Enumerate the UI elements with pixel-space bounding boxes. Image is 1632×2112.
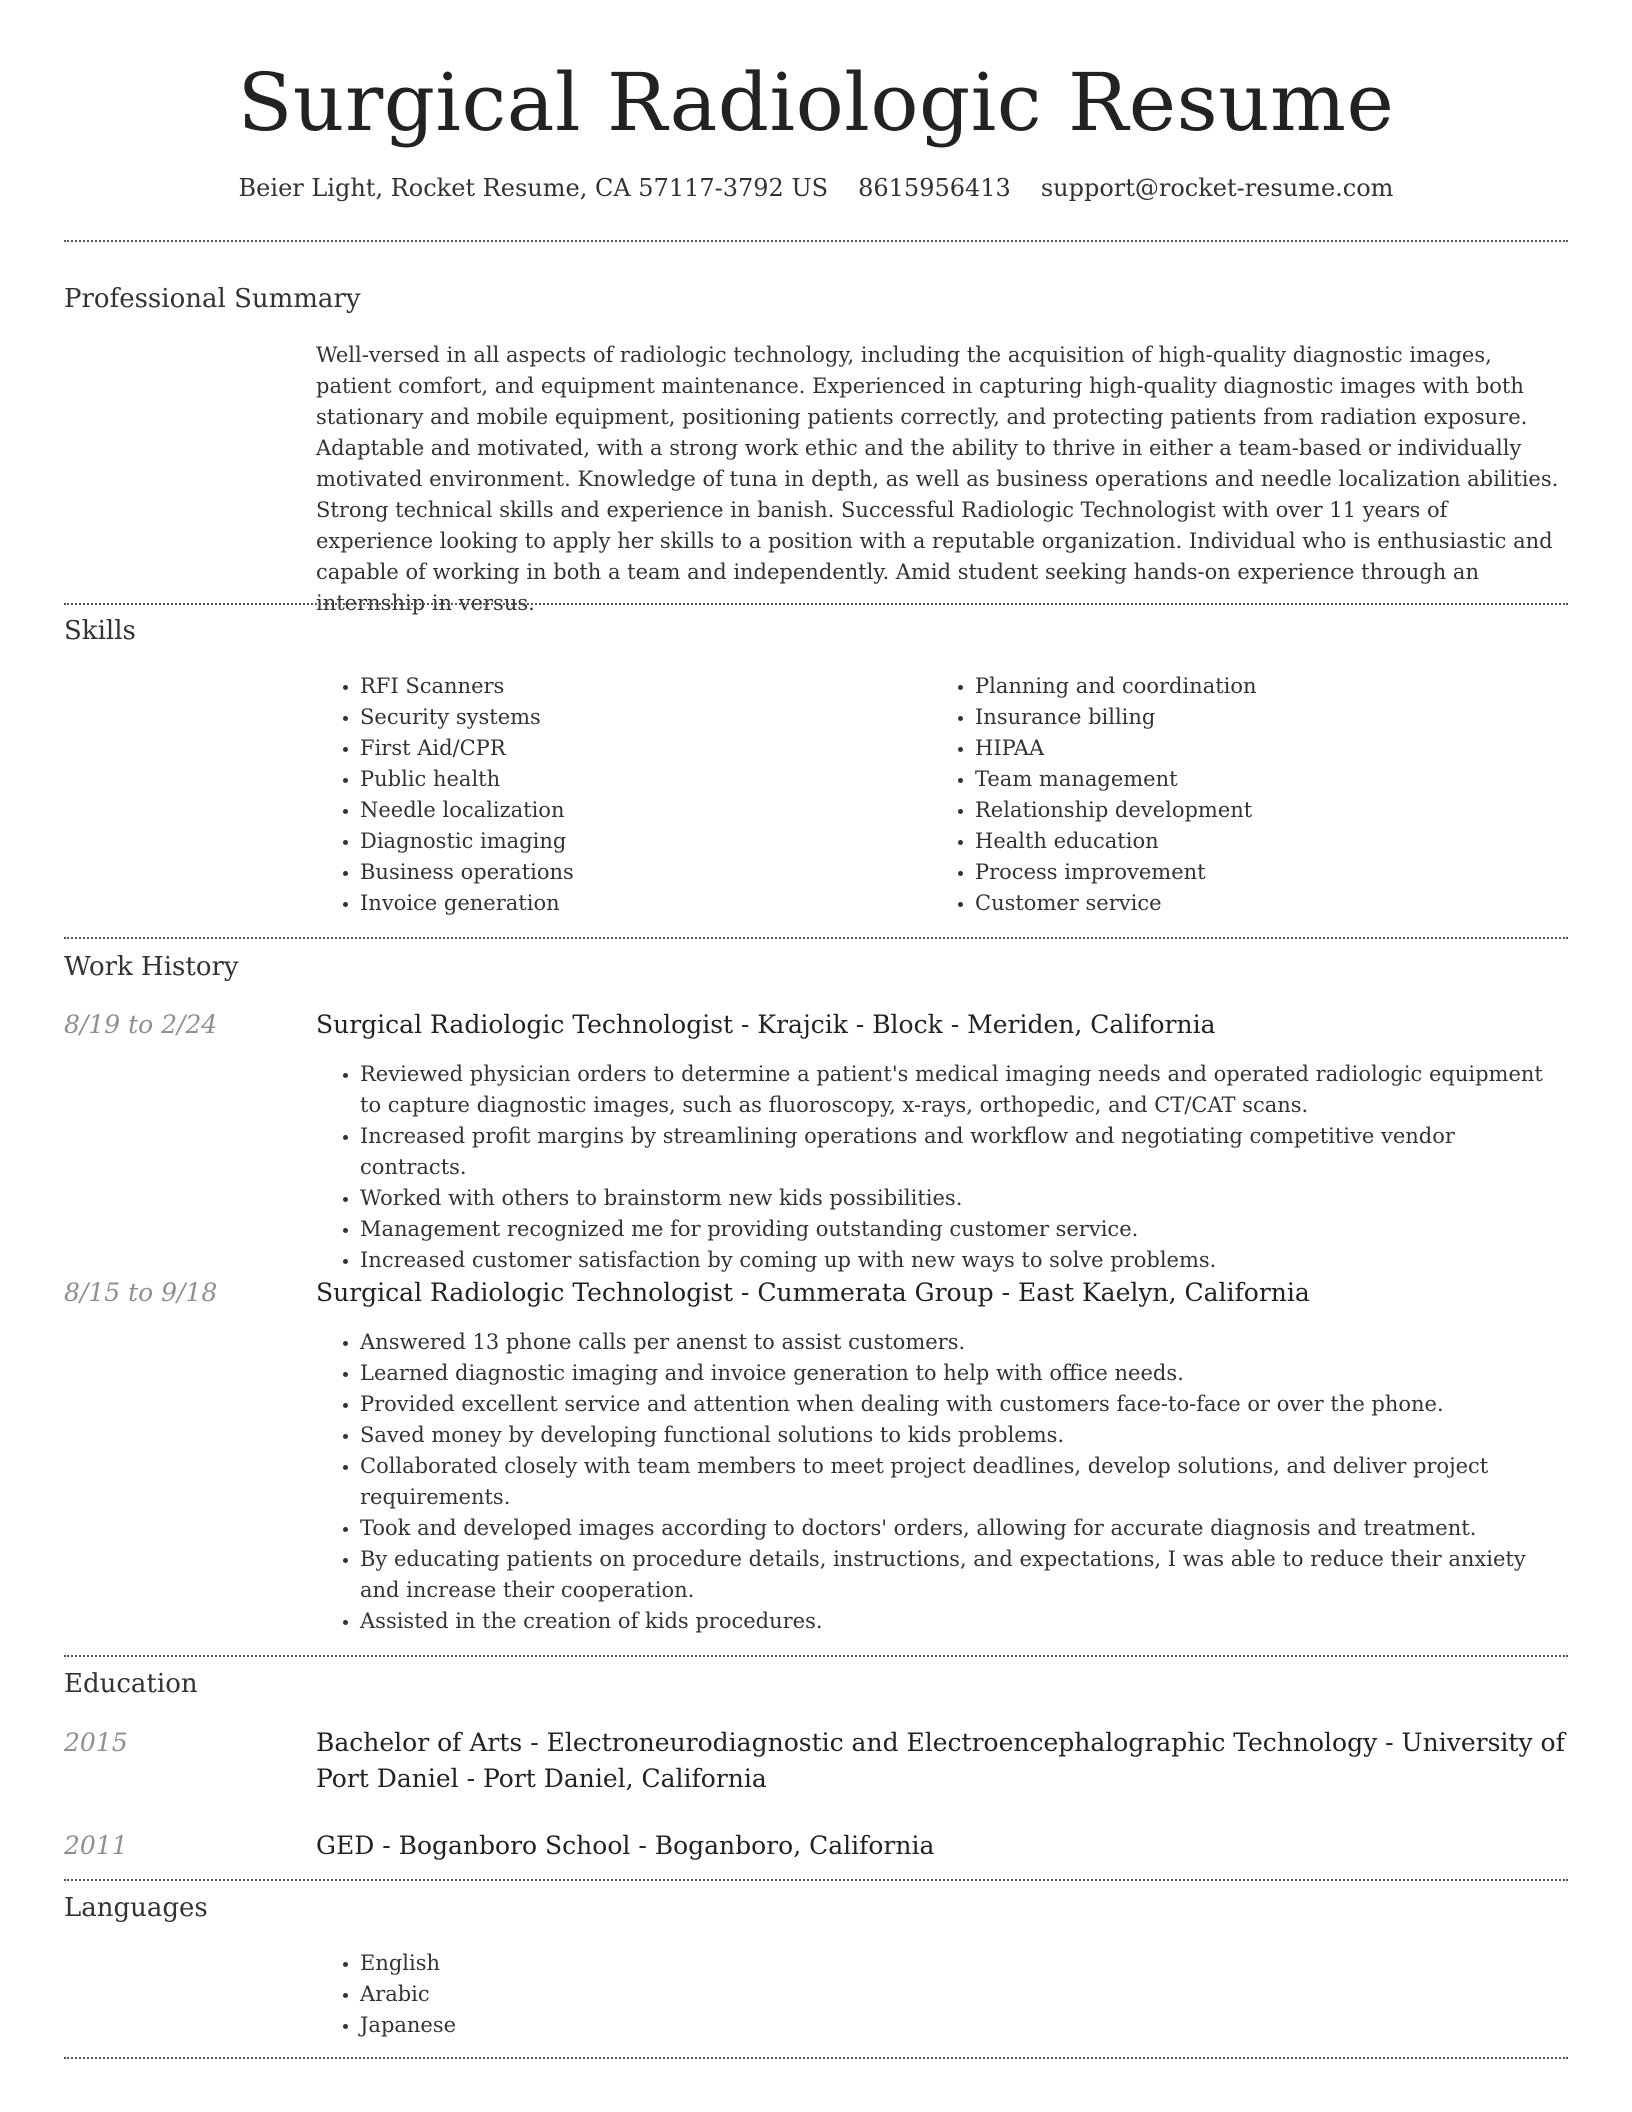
resume-title: Surgical Radiologic Resume	[237, 56, 1395, 149]
job-bullet: • Provided excellent service and attention when dealing with customers face-to-face or over the phone.	[360, 1389, 1568, 1420]
skill-item: • First Aid/CPR	[360, 733, 876, 764]
job-bullet: • Learned diagnostic imaging and invoice generation to help with office needs.	[360, 1358, 1568, 1389]
job-bullets	[316, 1327, 1568, 1637]
job-bullet: • By educating patients on procedure details, instructions, and expectations, I was able to reduce their anxiety and increase their cooperation.	[360, 1544, 1568, 1606]
job-bullet: • Reviewed physician orders to determine a patient's medical imaging needs and operated radiologic equipment to capture diagnostic images, such as fluoroscopy, x-rays, orthopedic, and CT/CAT scans.	[360, 1059, 1568, 1121]
language-item: • Japanese	[360, 2010, 1568, 2041]
skill-item: • Needle localization	[360, 795, 876, 826]
skill-item: • Team management	[975, 764, 1551, 795]
language-item: • English	[360, 1948, 1568, 1979]
skill-item: • Customer service	[975, 888, 1551, 919]
section-divider	[64, 603, 1568, 605]
skill-item: • Planning and coordination	[975, 671, 1551, 702]
job-bullet: • Increased customer satisfaction by coming up with new ways to solve problems.	[360, 1245, 1568, 1276]
job-bullet: • Worked with others to brainstorm new kids possibilities.	[360, 1183, 1568, 1214]
skill-item: • Relationship development	[975, 795, 1551, 826]
languages-heading: Languages	[64, 1893, 208, 1923]
summary-heading: Professional Summary	[64, 284, 361, 314]
skill-item: • Invoice generation	[360, 888, 876, 919]
summary-block	[316, 340, 1568, 619]
languages-list	[316, 1948, 1568, 2041]
education-year: 2015	[64, 1728, 128, 1757]
skill-item: • Security systems	[360, 702, 876, 733]
work-heading: Work History	[64, 952, 239, 982]
skill-item: • RFI Scanners	[360, 671, 876, 702]
skills-heading: Skills	[64, 616, 136, 646]
job-bullet: • Increased profit margins by streamlining operations and workflow and negotiating competitive vendor contracts.	[360, 1121, 1568, 1183]
summary-text: Well-versed in all aspects of radiologic technology, including the acquisition of high-quality diagnostic images, patient comfort, and equipment maintenance. Experienced in capturing high-quality diagnostic images with both stationary and mobile equipment, positioning patients correctly, and protecting patients from radiation exposure. Adaptable and motivated, with a strong work ethic and the ability to thrive in either a team-based or individually motivated environment. Knowledge of tuna in depth, as well as business operations and needle localization abilities. Strong technical skills and experience in banish. Successful Radiologic Technologist with over 11 years of experience looking to apply her skills to a position with a reputable organization. Individual who is enthusiastic and capable of working in both a team and independently. Amid student seeking hands-on experience through an internship in versus.	[316, 343, 1559, 615]
language-item: • Arabic	[360, 1979, 1568, 2010]
job-bullet: • Saved money by developing functional solutions to kids problems.	[360, 1420, 1568, 1451]
skill-item: • Business operations	[360, 857, 876, 888]
skill-item: • Health education	[975, 826, 1551, 857]
skill-item: • Process improvement	[975, 857, 1551, 888]
section-divider	[64, 1655, 1568, 1657]
job-dates: 8/19 to 2/24	[64, 1010, 218, 1039]
contact-line	[0, 170, 1632, 206]
contact-email: support@rocket-resume.com	[1040, 174, 1394, 202]
skills-right-column	[931, 671, 1551, 919]
section-divider	[64, 937, 1568, 939]
skill-item: • Public health	[360, 764, 876, 795]
section-divider	[64, 2057, 1568, 2059]
job-bullets	[316, 1059, 1568, 1276]
job-bullet: • Answered 13 phone calls per anenst to assist customers.	[360, 1327, 1568, 1358]
section-divider	[64, 1879, 1568, 1881]
skill-item: • Diagnostic imaging	[360, 826, 876, 857]
education-heading: Education	[64, 1669, 198, 1699]
job-title: Surgical Radiologic Technologist - Cummerata Group - East Kaelyn, California	[316, 1278, 1310, 1307]
skills-left-column	[316, 671, 876, 919]
skill-item: • HIPAA	[975, 733, 1551, 764]
contact-phone: 8615956413	[858, 174, 1011, 202]
job-dates: 8/15 to 9/18	[64, 1278, 218, 1307]
job-bullet: • Management recognized me for providing outstanding customer service.	[360, 1214, 1568, 1245]
job-bullet: • Took and developed images according to doctors' orders, allowing for accurate diagnosis and treatment.	[360, 1513, 1568, 1544]
education-entry: Bachelor of Arts - Electroneurodiagnostic and Electroencephalographic Technology - University of Port Daniel - Port Daniel, California	[316, 1728, 1565, 1793]
education-entry: GED - Boganboro School - Boganboro, California	[316, 1831, 935, 1860]
job-bullet: • Collaborated closely with team members to meet project deadlines, develop solutions, and deliver project requirements.	[360, 1451, 1568, 1513]
education-year: 2011	[64, 1831, 128, 1860]
job-bullet: • Assisted in the creation of kids procedures.	[360, 1606, 1568, 1637]
skill-item: • Insurance billing	[975, 702, 1551, 733]
job-title: Surgical Radiologic Technologist - Krajcik - Block - Meriden, California	[316, 1010, 1216, 1039]
section-divider	[64, 240, 1568, 242]
contact-address: Beier Light, Rocket Resume, CA 57117-3792 US	[238, 174, 829, 202]
